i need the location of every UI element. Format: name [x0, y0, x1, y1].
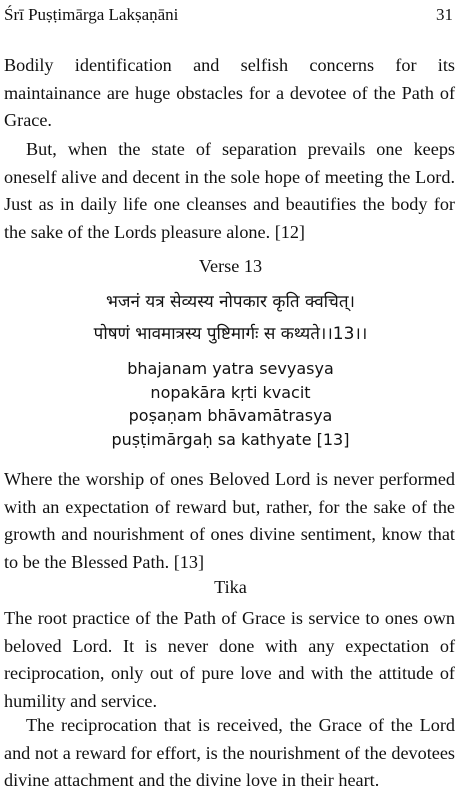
tika-heading: Tika	[214, 577, 247, 597]
devanagari-line-2: पोषणं भावमात्रस्य पुष्टिमार्गः स कथ्यते।।13।।	[93, 324, 368, 344]
verse-translation: Where the worship of ones Beloved Lord is never performed with an expectation of reward but, rather, for the sake of the growth and nourishment of ones divine sentiment, know that to be the Blessed Path. [13]	[4, 469, 455, 572]
transliteration-line-1: bhajanam yatra sevyasya	[127, 359, 334, 378]
page-number: 31	[436, 5, 453, 24]
paragraph-separation: But, when the state of separation prevails one keeps oneself alive and decent in the sole hope of meeting the Lord. Just as in daily life one cleanses and beautifies the body for the sake of the Lords pleasure alone. [12]	[4, 139, 455, 242]
transliteration-line-2: nopakāra kṛti kvacit	[150, 382, 311, 402]
tika-paragraph-2: The reciprocation that is received, the Grace of the Lord and not a reward for effort, is the nourishment of the devotees divine attachment and the divine love in their heart.	[4, 715, 455, 790]
transliteration-line-3: poṣaṇam bhāvamātrasya	[128, 406, 333, 425]
running-title: Śrī Puṣṭimārga Lakṣaṇāni	[4, 5, 179, 24]
devanagari-verse	[0, 286, 461, 350]
transliteration-block	[0, 357, 461, 451]
devanagari-line-1: भजनं यत्र सेव्यस्य नोपकार कृति क्वचित्।	[105, 292, 355, 312]
running-header	[4, 2, 453, 28]
transliteration-line-4: puṣṭimārgaḥ sa kathyate [13]	[111, 429, 350, 449]
paragraph-bodily-identification: Bodily identification and selfish concerns for its maintainance are huge obstacles for a devotee of the Path of Grace.	[4, 55, 455, 130]
verse-heading: Verse 13	[198, 256, 263, 276]
tika-paragraph-1: The root practice of the Path of Grace is service to ones own beloved Lord. It is never done with any expectation of reciprocation, only out of pure love and with the attitude of humility and service.	[4, 608, 455, 711]
